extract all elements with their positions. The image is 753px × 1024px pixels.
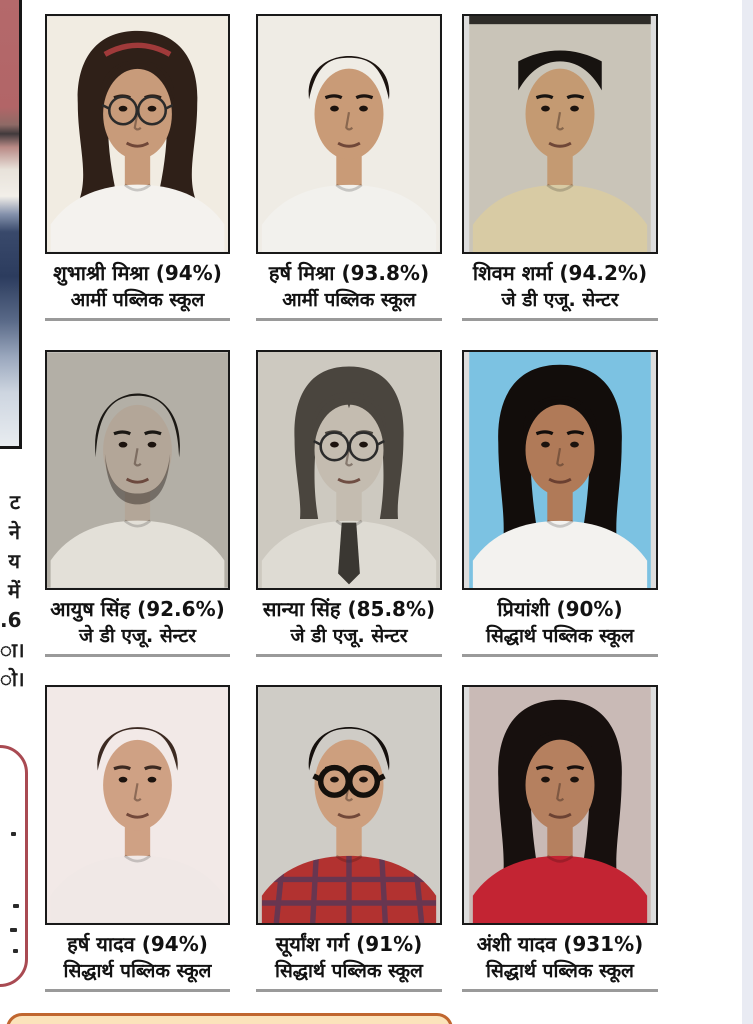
student-name-and-percent (45, 930, 230, 958)
student-school (256, 623, 442, 650)
cutoff-text-fragment: .6 (0, 608, 22, 632)
girl-bw-glasses-tie-photo (256, 350, 442, 590)
cutoff-text-fragment: में (8, 579, 20, 603)
cutoff-text-fragment: ट (9, 490, 20, 514)
caption-underline (256, 989, 442, 992)
caption-underline (256, 654, 442, 657)
student-card (462, 14, 658, 321)
boy-light-pink-background-photo (45, 685, 230, 925)
student-name-percent-text: सान्या सिंह (85.8%) (262, 597, 436, 621)
student-school-text: आर्मी पब्लिक स्कूल (70, 289, 205, 311)
cutoff-text-mark (11, 832, 16, 836)
student-school-text: सिद्धार्थ पब्लिक स्कूल (486, 960, 634, 982)
page-edge-strip (742, 0, 753, 1024)
student-card (256, 14, 442, 321)
caption-underline (462, 654, 658, 657)
student-school (462, 623, 658, 650)
girl-blue-background-photo (462, 350, 658, 590)
student-school (256, 958, 442, 985)
cutoff-text-fragment: ा। (0, 638, 25, 662)
cutoff-text-mark (13, 949, 18, 953)
student-school-text: जे डी एजू. सेन्टर (290, 625, 408, 647)
student-name-and-percent (462, 259, 658, 287)
student-name-and-percent (462, 595, 658, 623)
student-card (45, 350, 230, 657)
student-school (462, 958, 658, 985)
student-name-percent-text: हर्ष मिश्रा (93.8%) (268, 261, 430, 285)
student-name-percent-text: प्रियांशी (90%) (497, 597, 623, 621)
student-school (45, 623, 230, 650)
student-name-and-percent (45, 259, 230, 287)
student-school (462, 287, 658, 314)
student-name-percent-text: सूर्यांश गर्ग (91%) (275, 932, 423, 956)
student-card (45, 685, 230, 992)
caption-underline (462, 989, 658, 992)
student-school (45, 958, 230, 985)
student-name-percent-text: अंशी यादव (931%) (476, 932, 644, 956)
partial-red-rounded-box (0, 745, 28, 987)
boy-white-shirt-photo (256, 14, 442, 254)
student-name-percent-text: शुभाश्री मिश्रा (94%) (53, 261, 222, 285)
caption-underline (45, 318, 230, 321)
cutoff-text-mark (13, 904, 19, 908)
caption-underline (462, 318, 658, 321)
girl-red-top-photo (462, 685, 658, 925)
student-school-text: जे डी एजू. सेन्टर (78, 625, 196, 647)
student-school (45, 287, 230, 314)
girl-glasses-white-shirt-photo (45, 14, 230, 254)
student-school-text: जे डी एजू. सेन्टर (501, 289, 619, 311)
partial-left-article-photo (0, 0, 22, 449)
student-name-and-percent (256, 930, 442, 958)
student-name-and-percent (256, 595, 442, 623)
student-name-percent-text: शिवम शर्मा (94.2%) (472, 261, 648, 285)
student-school (256, 287, 442, 314)
student-card (45, 14, 230, 321)
boy-thick-glasses-plaid-shirt-photo (256, 685, 442, 925)
caption-underline (45, 654, 230, 657)
boy-cream-shirt-photo (462, 14, 658, 254)
cutoff-text-mark (10, 928, 17, 932)
student-school-text: सिद्धार्थ पब्लिक स्कूल (486, 625, 634, 647)
man-bw-stubble-photo (45, 350, 230, 590)
student-school-text: आर्मी पब्लिक स्कूल (282, 289, 416, 311)
caption-underline (256, 318, 442, 321)
student-name-and-percent (256, 259, 442, 287)
caption-underline (45, 989, 230, 992)
student-name-and-percent (462, 930, 658, 958)
student-card (462, 350, 658, 657)
cutoff-text-fragment: ो। (0, 667, 25, 691)
student-card (256, 685, 442, 992)
student-school-text: सिद्धार्थ पब्लिक स्कूल (63, 960, 212, 982)
student-card (256, 350, 442, 657)
student-school-text: सिद्धार्थ पब्लिक स्कूल (275, 960, 423, 982)
cutoff-text-fragment: य (8, 549, 20, 573)
cutoff-text-fragment: ने (8, 520, 20, 544)
student-name-and-percent (45, 595, 230, 623)
student-card (462, 685, 658, 992)
student-name-percent-text: हर्ष यादव (94%) (67, 932, 208, 956)
partial-orange-rounded-box (6, 1013, 453, 1024)
student-name-percent-text: आयुष सिंह (92.6%) (50, 597, 225, 621)
